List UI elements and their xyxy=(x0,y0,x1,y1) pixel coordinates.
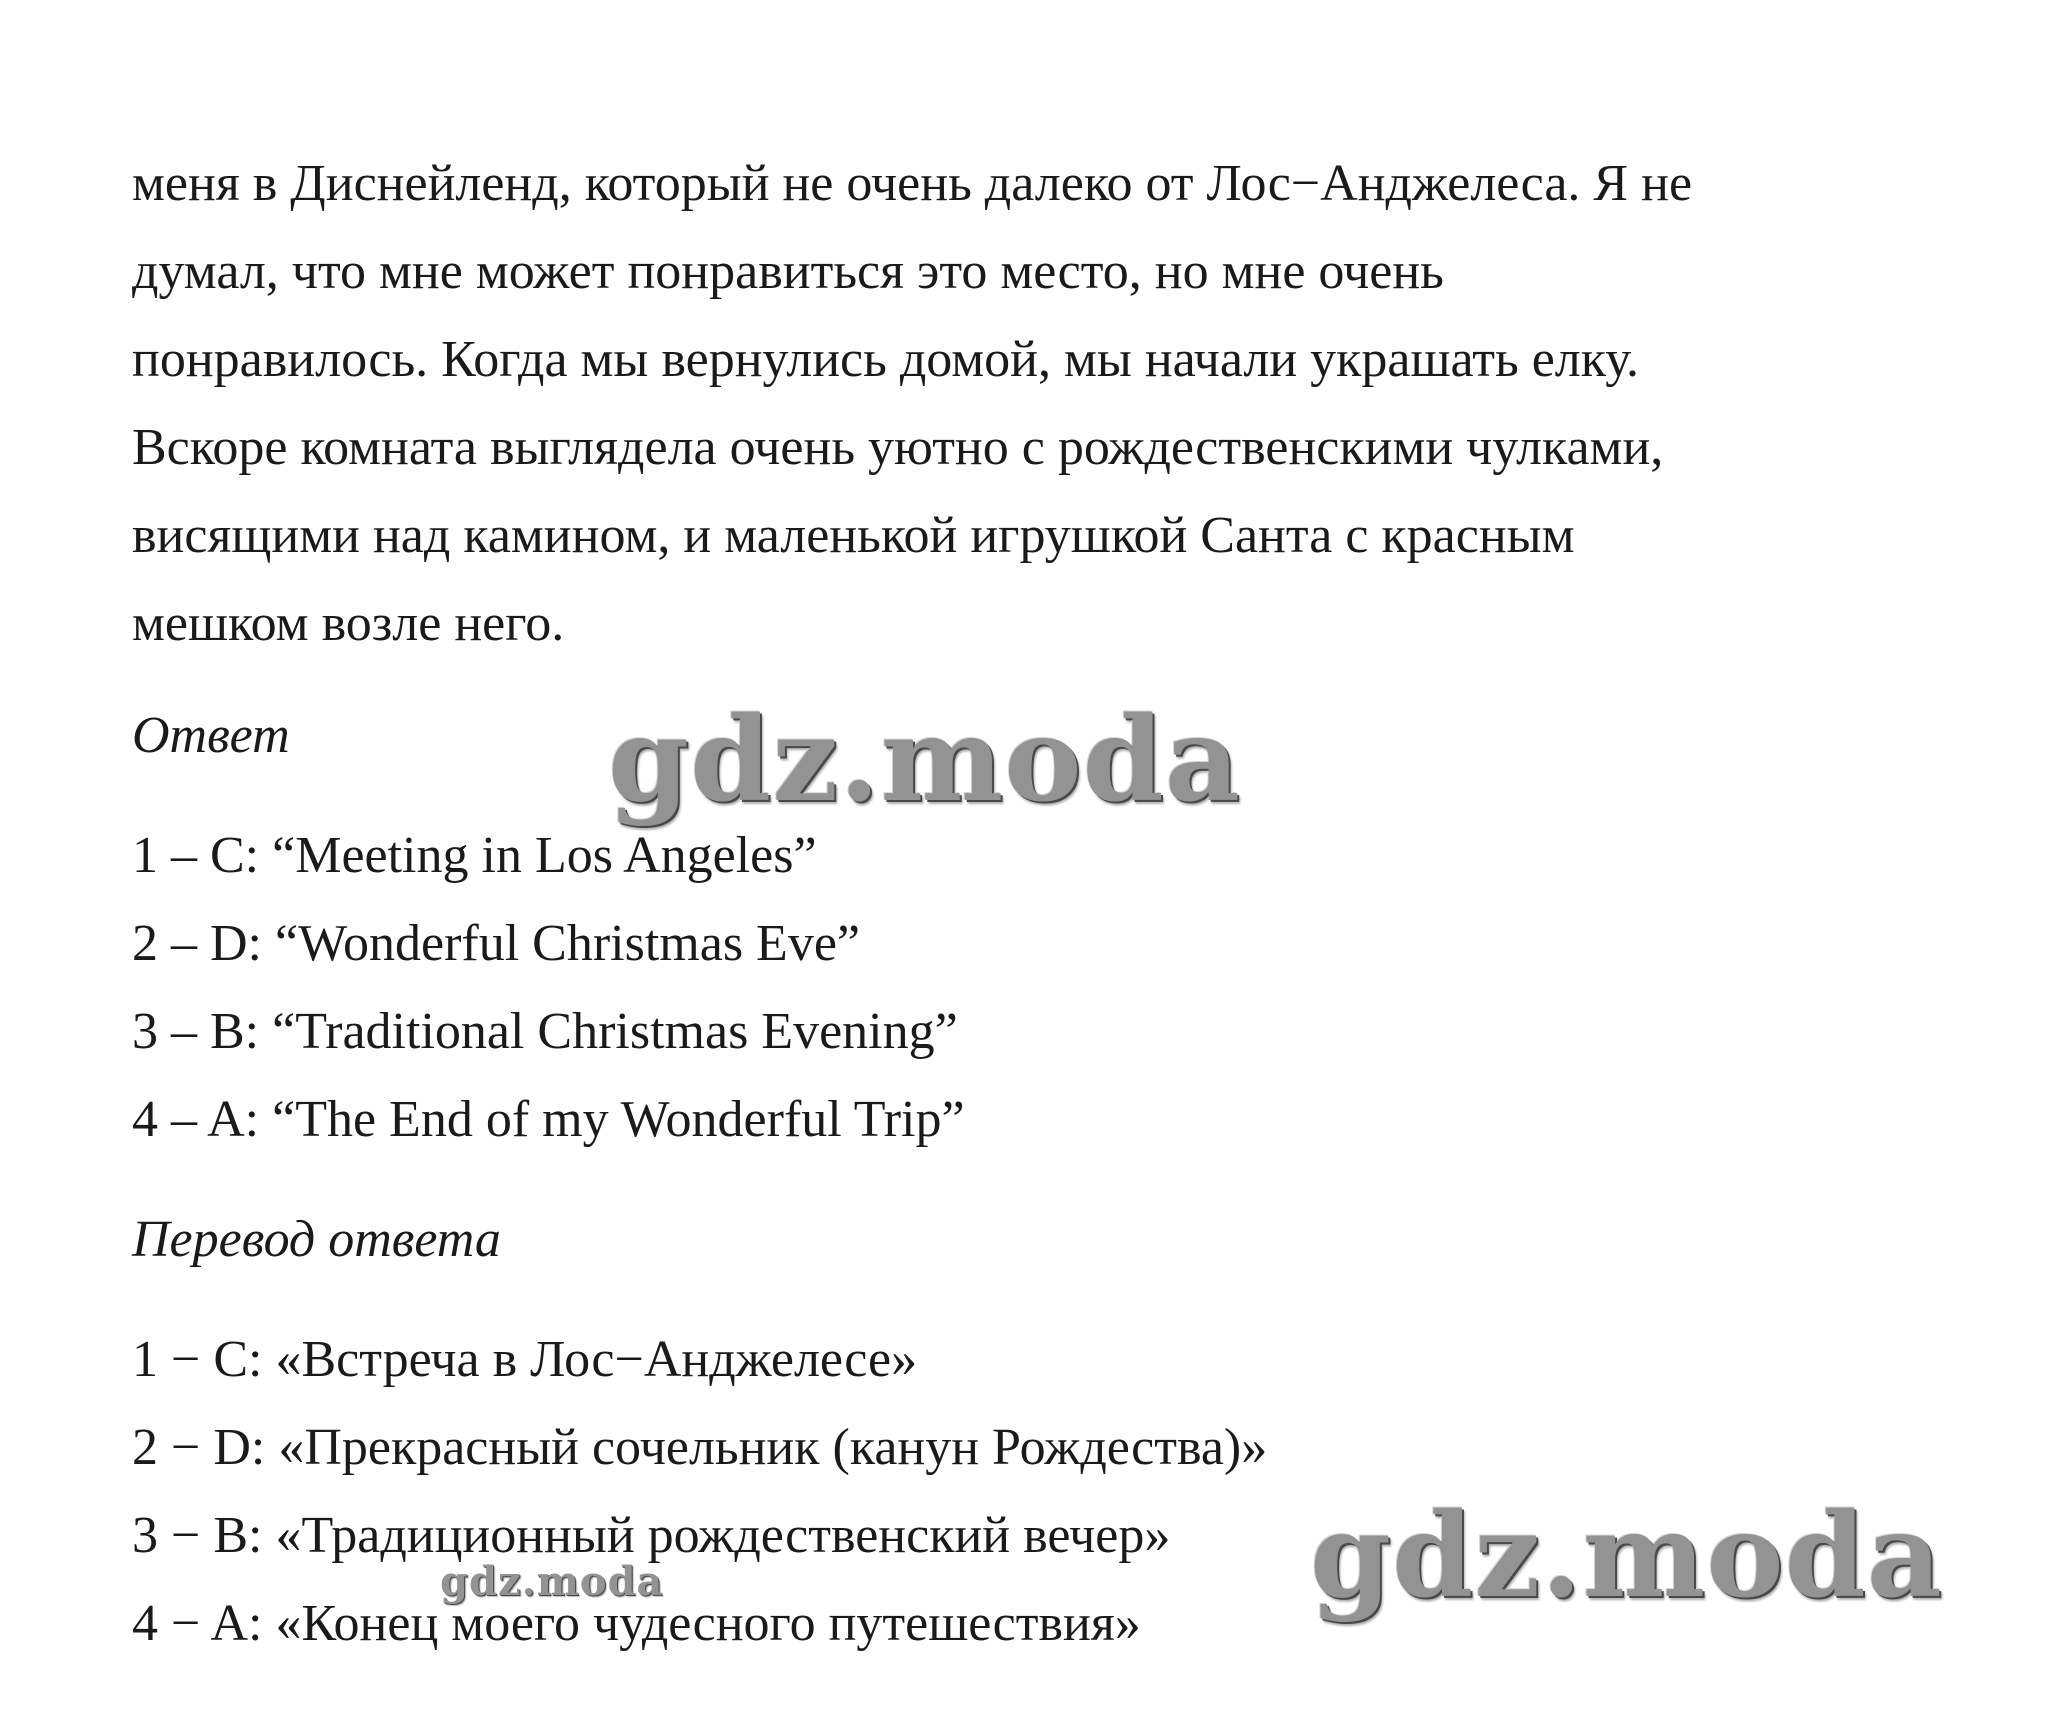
translation-list xyxy=(132,1316,1267,1668)
translation-item: 3 − B: «Традиционный рождественский вечер» xyxy=(132,1507,1171,1564)
answer-item: 4 – A: “The End of my Wonderful Trip” xyxy=(132,1091,965,1148)
translation-item: 4 − A: «Конец моего чудесного путешествия» xyxy=(132,1595,1141,1652)
watermark-logo: gdz.moda xyxy=(1310,1488,1943,1624)
translation-item: 1 − C: «Встреча в Лос−Анджелесе» xyxy=(132,1331,918,1388)
translation-heading: Перевод ответа xyxy=(132,1211,501,1268)
paragraph-line: понравилось. Когда мы вернулись домой, мы начали украшать елку. xyxy=(132,331,1640,388)
paragraph-line: Вскоре комната выглядела очень уютно с рождественскими чулками, xyxy=(132,419,1664,476)
paragraph-line: мешком возле него. xyxy=(132,595,565,652)
paragraph-line: меня в Диснейленд, который не очень далеко от Лос−Анджелеса. Я не xyxy=(132,155,1693,212)
answer-list xyxy=(132,812,965,1164)
answer-item: 1 – C: “Meeting in Los Angeles” xyxy=(132,827,817,884)
watermark-logo-small: gdz.moda xyxy=(440,1558,664,1605)
answer-item: 3 – B: “Traditional Christmas Evening” xyxy=(132,1003,958,1060)
answer-item: 2 – D: “Wonderful Christmas Eve” xyxy=(132,915,860,972)
watermark-logo: gdz.moda xyxy=(608,692,1241,828)
paragraph-line: думал, что мне может понравиться это место, но мне очень xyxy=(132,243,1444,300)
translation-item: 2 − D: «Прекрасный сочельник (канун Рождества)» xyxy=(132,1419,1268,1476)
paragraph-line: висящими над камином, и маленькой игрушкой Санта с красным xyxy=(132,507,1575,564)
answer-heading: Ответ xyxy=(132,707,290,764)
story-paragraph xyxy=(132,140,1952,668)
